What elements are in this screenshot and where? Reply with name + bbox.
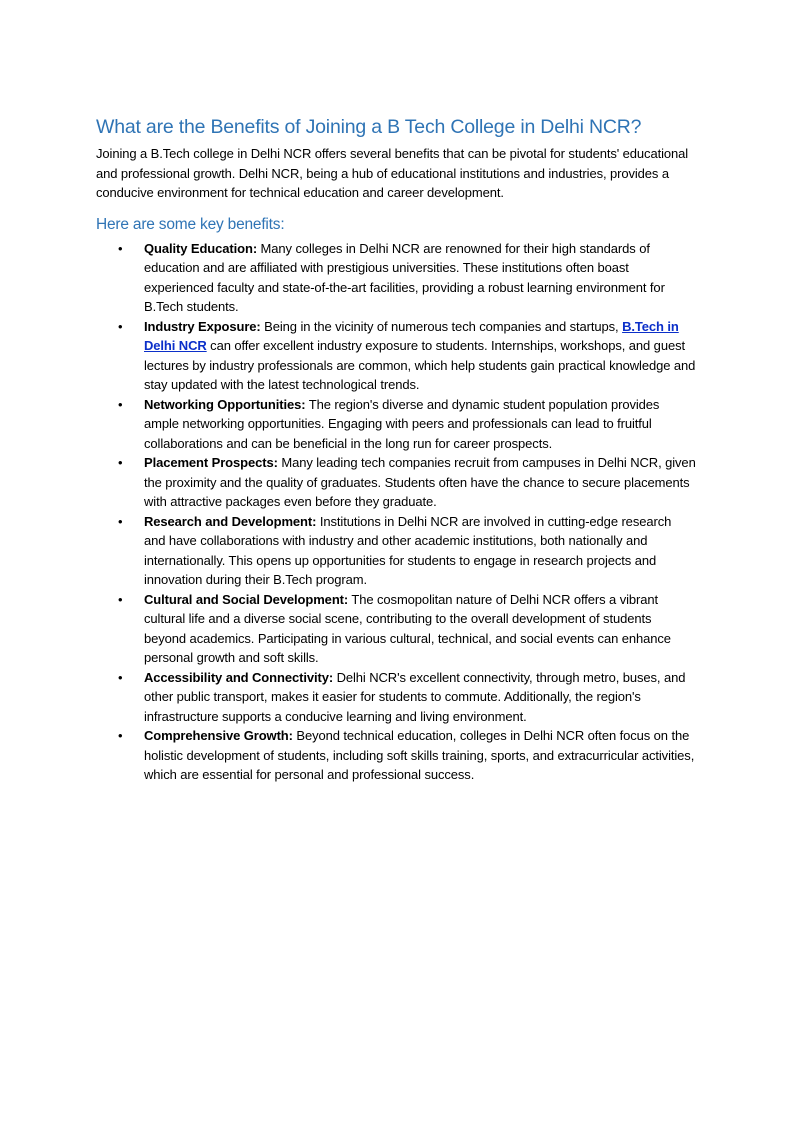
bullet-icon: • <box>118 591 123 607</box>
bullet-icon: • <box>118 513 123 529</box>
benefit-term: Cultural and Social Development: <box>144 591 349 607</box>
benefit-term: Accessibility and Connectivity: <box>144 669 334 685</box>
list-item-cultural <box>96 590 696 668</box>
benefit-text: Institutions in Delhi NCR are involved in cutting-edge research and have collaborations with industry and other academic institutions, both nationally and internationally. This opens up opportunities for students to engage in research projects and innovation during their B.Tech program. <box>144 513 672 587</box>
benefit-text: The cosmopolitan nature of Delhi NCR offers a vibrant cultural life and a diverse social scene, contributing to the overall development of students beyond academics. Participating in various cultural, technical, and social events can enhance personal growth and soft skills. <box>144 591 671 665</box>
benefit-text: can offer excellent industry exposure to students. Internships, workshops, and guest lectures by industry professionals are common, which help students gain practical knowledge and stay updated with the latest technological trends. <box>144 338 696 392</box>
benefit-term: Placement Prospects: <box>144 455 278 470</box>
bullet-icon: • <box>118 396 123 412</box>
benefit-text: Being in the vicinity of numerous tech companies and startups, <box>260 318 623 334</box>
benefit-text: Many colleges in Delhi NCR are renowned for their high standards of education and are affiliated with prestigious universities. These institutions often boast experienced faculty and state-of-the-art facilities, providing a robust learning environment for B.Tech students. <box>144 240 665 314</box>
benefits-list <box>96 239 696 785</box>
list-item-research <box>96 512 696 590</box>
bullet-icon: • <box>118 669 123 685</box>
benefit-text: The region's diverse and dynamic student population provides ample networking opportunities. Engaging with peers and professionals can lead to fruitful collaborations and can be beneficial in the long run for career prospects. <box>144 396 660 451</box>
bullet-icon: • <box>118 455 123 470</box>
list-item-industry-exposure <box>96 317 696 395</box>
page-title: What are the Benefits of Joining a B Tech College in Delhi NCR? <box>96 116 642 138</box>
list-item-accessibility <box>96 668 696 727</box>
bullet-icon: • <box>118 240 123 256</box>
benefit-text: Many leading tech companies recruit from campuses in Delhi NCR, given the proximity and the quality of graduates. Students often have the chance to secure placements with attractive packages even before they graduate. <box>144 455 696 509</box>
list-item-quality-education <box>96 239 696 317</box>
list-item-networking <box>96 395 696 454</box>
benefit-term: Research and Development: <box>144 513 317 529</box>
btech-delhi-ncr-link[interactable]: B.Tech in Delhi NCR <box>144 318 679 353</box>
benefit-term: Quality Education: <box>144 240 258 256</box>
bullet-icon: • <box>118 318 123 334</box>
section-heading: Here are some key benefits: <box>96 215 285 233</box>
benefit-term: Networking Opportunities: <box>144 396 306 412</box>
list-item-placement <box>96 453 696 512</box>
benefit-text: Beyond technical education, colleges in Delhi NCR often focus on the holistic development of students, including soft skills training, sports, and extracurricular activities, which are essential for personal and professional success. <box>144 728 695 782</box>
list-item-comprehensive-growth <box>96 726 696 785</box>
bullet-icon: • <box>118 728 123 743</box>
benefit-term: Industry Exposure: <box>144 318 261 334</box>
benefit-term: Comprehensive Growth: <box>144 728 293 743</box>
document-page <box>96 114 696 785</box>
intro-paragraph: Joining a B.Tech college in Delhi NCR offers several benefits that can be pivotal for students' educational and professional growth. Delhi NCR, being a hub of educational institutions and industries, provides a conducive environment for technical education and career development. <box>96 146 689 200</box>
benefit-text: Delhi NCR's excellent connectivity, through metro, buses, and other public transport, makes it easier for students to commute. Additionally, the region's infrastructure supports a conducive learning and living environment. <box>144 669 686 724</box>
